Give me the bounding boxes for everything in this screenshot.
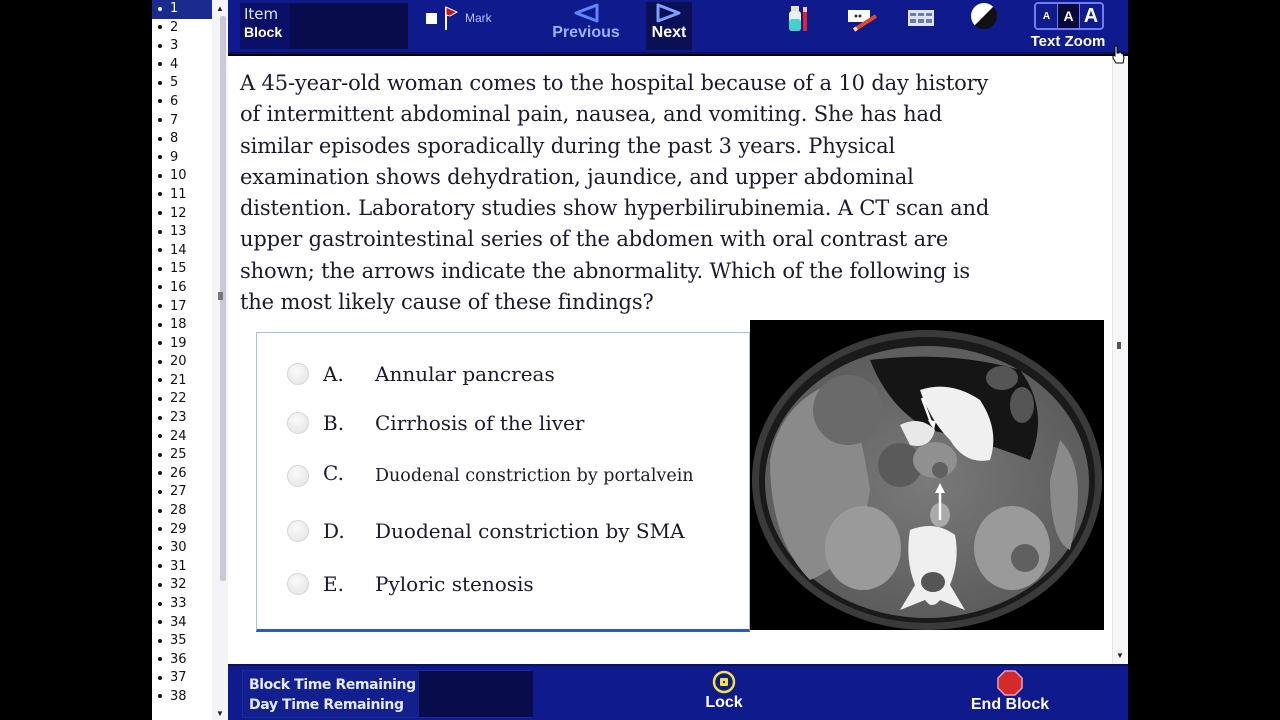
answer-text: Duodenal constriction by portalvein — [375, 466, 694, 486]
question-list-item[interactable] — [152, 502, 212, 521]
radio-button[interactable] — [287, 573, 309, 595]
question-number: 26 — [170, 465, 187, 481]
question-list-item[interactable] — [152, 167, 212, 186]
bullet-icon — [158, 546, 162, 550]
bullet-icon — [158, 118, 162, 122]
question-stem-line: of intermittent abdominal pain, nausea, and vomiting. She has had — [240, 102, 943, 127]
question-pane-scrollbar[interactable] — [1112, 56, 1128, 664]
question-number: 18 — [170, 317, 187, 333]
mark-button[interactable] — [426, 5, 492, 31]
question-number: 21 — [170, 372, 187, 388]
scroll-down-arrow-icon[interactable]: ▼ — [1116, 651, 1124, 660]
question-number: 22 — [170, 391, 187, 407]
answer-choices — [256, 332, 750, 632]
question-list-item[interactable] — [152, 651, 212, 670]
text-zoom-large-button[interactable]: A — [1083, 4, 1099, 27]
question-list-scrollbar[interactable] — [212, 0, 228, 720]
question-number: 23 — [170, 410, 187, 426]
question-number: 20 — [170, 354, 187, 370]
letterbox-left — [0, 0, 152, 720]
question-list-item[interactable] — [152, 335, 212, 354]
question-number: 38 — [170, 688, 187, 704]
question-number: 9 — [170, 149, 179, 165]
question-list-item[interactable] — [152, 298, 212, 317]
question-list-item[interactable] — [152, 279, 212, 298]
question-number: 29 — [170, 521, 187, 537]
question-number: 16 — [170, 279, 187, 295]
previous-arrow-icon — [571, 2, 601, 24]
question-number: 34 — [170, 614, 187, 630]
question-list-item[interactable] — [152, 37, 212, 56]
question-number: 19 — [170, 335, 187, 351]
question-number: 11 — [170, 186, 187, 202]
question-list-item[interactable] — [152, 558, 212, 577]
flag-icon — [443, 5, 459, 31]
text-zoom-medium-button[interactable]: A — [1058, 4, 1080, 28]
bullet-icon — [158, 7, 162, 11]
question-list-item[interactable] — [152, 539, 212, 558]
answer-choice-c[interactable] — [287, 461, 694, 491]
bullet-icon — [158, 192, 162, 196]
ct-scan-graphic — [750, 320, 1104, 630]
end-block-label: End Block — [970, 696, 1050, 713]
bullet-icon — [158, 323, 162, 327]
bullet-icon — [158, 564, 162, 568]
question-number: 28 — [170, 503, 187, 519]
question-number: 2 — [170, 19, 179, 35]
radio-button[interactable] — [287, 520, 309, 542]
bullet-icon — [158, 25, 162, 29]
question-number: 25 — [170, 447, 187, 463]
answer-letter: B. — [323, 411, 345, 435]
bullet-icon — [158, 155, 162, 159]
bullet-icon — [158, 434, 162, 438]
bullet-icon — [158, 490, 162, 494]
bullet-icon — [158, 174, 162, 178]
ct-scan-image[interactable] — [750, 320, 1104, 630]
question-number: 37 — [170, 670, 187, 686]
question-number: 13 — [170, 224, 187, 240]
question-stem-line: examination shows dehydration, jaundice, and upper abdominal — [240, 164, 914, 189]
question-stem-line: upper gastrointestinal series of the abdomen with oral contrast are — [240, 227, 949, 252]
answer-letter: E. — [323, 572, 344, 596]
answer-choice-d[interactable] — [287, 516, 685, 546]
question-list-item[interactable] — [152, 223, 212, 242]
lock-label: Lock — [705, 694, 743, 711]
question-stem-line: shown; the arrows indicate the abnormality. Which of the following is — [240, 258, 971, 283]
question-pane — [228, 56, 1112, 664]
bullet-icon — [158, 267, 162, 271]
stop-sign-icon — [997, 670, 1023, 696]
bullet-icon — [158, 230, 162, 234]
answer-text: Pyloric stenosis — [375, 572, 534, 596]
bullet-icon — [158, 694, 162, 698]
question-number: 7 — [170, 112, 179, 128]
item-block-value — [290, 3, 408, 49]
answer-letter: D. — [323, 519, 345, 543]
mark-label: Mark — [465, 11, 492, 25]
bullet-icon — [158, 304, 162, 308]
next-label: Next — [651, 24, 687, 41]
question-number: 1 — [170, 1, 179, 16]
question-list-item[interactable] — [152, 0, 212, 19]
question-list-item[interactable] — [152, 390, 212, 409]
question-stem — [240, 68, 1090, 318]
next-button[interactable] — [646, 2, 692, 50]
bullet-icon — [158, 416, 162, 420]
question-list-item[interactable] — [152, 93, 212, 112]
question-stem-line: similar episodes sporadically during the past 3 years. Physical — [240, 133, 896, 158]
question-number: 24 — [170, 428, 187, 444]
question-number: 27 — [170, 484, 187, 500]
question-number: 5 — [170, 75, 179, 91]
day-time-label: Day Time Remaining — [249, 697, 404, 713]
previous-label: Previous — [552, 24, 620, 41]
bullet-icon — [158, 341, 162, 345]
bullet-icon — [158, 471, 162, 475]
question-list-item[interactable] — [152, 576, 212, 595]
time-values — [419, 671, 533, 717]
bullet-icon — [158, 657, 162, 661]
bullet-icon — [158, 137, 162, 141]
question-list-item[interactable] — [152, 446, 212, 465]
bullet-icon — [158, 527, 162, 531]
bullet-icon — [158, 620, 162, 624]
question-number: 15 — [170, 261, 187, 277]
calculator-icon[interactable] — [908, 10, 934, 26]
question-number: 3 — [170, 38, 179, 54]
end-block-button[interactable] — [960, 670, 1060, 714]
question-number: 17 — [170, 298, 187, 314]
question-number: 30 — [170, 540, 187, 556]
radio-button[interactable] — [287, 363, 309, 385]
text-zoom-label: Text Zoom — [1030, 33, 1106, 50]
bullet-icon — [158, 509, 162, 513]
question-list-item[interactable] — [152, 428, 212, 447]
question-list-item[interactable] — [152, 260, 212, 279]
item-block-indicator — [240, 3, 408, 49]
text-zoom-small-button[interactable]: A — [1036, 4, 1058, 28]
question-list-item[interactable] — [152, 688, 212, 707]
question-list-item[interactable] — [152, 632, 212, 651]
question-list-item[interactable] — [152, 353, 212, 372]
bullet-icon — [158, 62, 162, 66]
answer-text: Duodenal constriction by SMA — [375, 519, 685, 543]
block-time-label: Block Time Remaining — [249, 677, 416, 693]
question-list-item[interactable] — [152, 669, 212, 688]
question-number: 32 — [170, 577, 187, 593]
scroll-down-arrow-icon[interactable]: ▼ — [216, 709, 224, 718]
question-list-item[interactable] — [152, 242, 212, 261]
question-list-item[interactable] — [152, 521, 212, 540]
answer-choice-b[interactable] — [287, 408, 584, 438]
question-number: 14 — [170, 242, 187, 258]
bullet-icon — [158, 285, 162, 289]
question-stem-line: distention. Laboratory studies show hyperbilirubinemia. A CT scan and — [240, 196, 990, 221]
question-number: 36 — [170, 651, 187, 667]
bullet-icon — [158, 583, 162, 587]
bullet-icon — [158, 676, 162, 680]
question-list-item[interactable] — [152, 483, 212, 502]
question-number: 33 — [170, 596, 187, 611]
question-list-item[interactable] — [152, 19, 212, 38]
question-stem-line: A 45-year-old woman comes to the hospital because of a 10 day history — [240, 71, 989, 95]
bullet-icon — [158, 453, 162, 457]
bullet-icon — [158, 211, 162, 215]
question-list-item[interactable] — [152, 409, 212, 428]
next-arrow-icon — [654, 2, 684, 24]
bullet-icon — [158, 81, 162, 85]
question-number: 31 — [170, 558, 187, 574]
bullet-icon — [158, 44, 162, 48]
answer-choice-e[interactable] — [287, 569, 534, 599]
lab-values-icon[interactable] — [788, 4, 810, 34]
scrollbar-thumb[interactable] — [218, 292, 223, 300]
question-list-item[interactable] — [152, 130, 212, 149]
question-number: 6 — [170, 93, 179, 109]
scrollbar-thumb[interactable] — [1117, 342, 1121, 349]
question-number: 35 — [170, 633, 187, 649]
contrast-icon[interactable] — [970, 2, 998, 30]
question-number: 10 — [170, 168, 187, 184]
bullet-icon — [158, 639, 162, 643]
radio-button[interactable] — [287, 465, 309, 487]
question-list-item[interactable] — [152, 186, 212, 205]
question-list-item[interactable] — [152, 112, 212, 131]
text-zoom-control — [1018, 2, 1118, 52]
question-list-item[interactable] — [152, 465, 212, 484]
bullet-icon — [158, 99, 162, 103]
question-number: 4 — [170, 56, 179, 72]
mark-checkbox[interactable] — [426, 13, 437, 24]
bullet-icon — [158, 397, 162, 401]
question-list-item[interactable] — [152, 56, 212, 75]
answer-text: Annular pancreas — [375, 362, 555, 386]
hand-cursor-icon — [1110, 44, 1126, 66]
item-label: Item — [244, 5, 279, 23]
question-list-item[interactable] — [152, 316, 212, 335]
question-list-item[interactable] — [152, 74, 212, 93]
question-list-item[interactable] — [152, 149, 212, 168]
question-list-item[interactable] — [152, 205, 212, 224]
bullet-icon — [158, 248, 162, 252]
notes-icon[interactable] — [846, 8, 880, 32]
question-stem-line: the most likely cause of these findings? — [240, 290, 654, 315]
bullet-icon — [158, 378, 162, 382]
answer-text: Cirrhosis of the liver — [375, 411, 585, 435]
question-list-item[interactable] — [152, 372, 212, 391]
radio-button[interactable] — [287, 412, 309, 434]
bottom-toolbar — [228, 664, 1128, 720]
answer-letter: A. — [323, 362, 344, 386]
time-remaining-panel — [242, 670, 532, 718]
previous-button[interactable] — [546, 2, 626, 50]
letterbox-right — [1128, 0, 1280, 720]
scroll-up-arrow-icon[interactable]: ▲ — [216, 4, 224, 13]
question-number: 8 — [170, 131, 179, 147]
lock-button[interactable] — [694, 670, 754, 712]
answer-letter: C. — [323, 461, 344, 485]
question-list-item[interactable] — [152, 614, 212, 633]
bullet-icon — [158, 602, 162, 606]
block-label: Block — [244, 24, 283, 40]
bullet-icon — [158, 360, 162, 364]
question-list-item[interactable] — [152, 595, 212, 614]
question-number: 12 — [170, 205, 187, 221]
top-toolbar — [228, 0, 1128, 54]
answer-choice-a[interactable] — [287, 359, 555, 389]
lock-icon — [712, 670, 736, 694]
